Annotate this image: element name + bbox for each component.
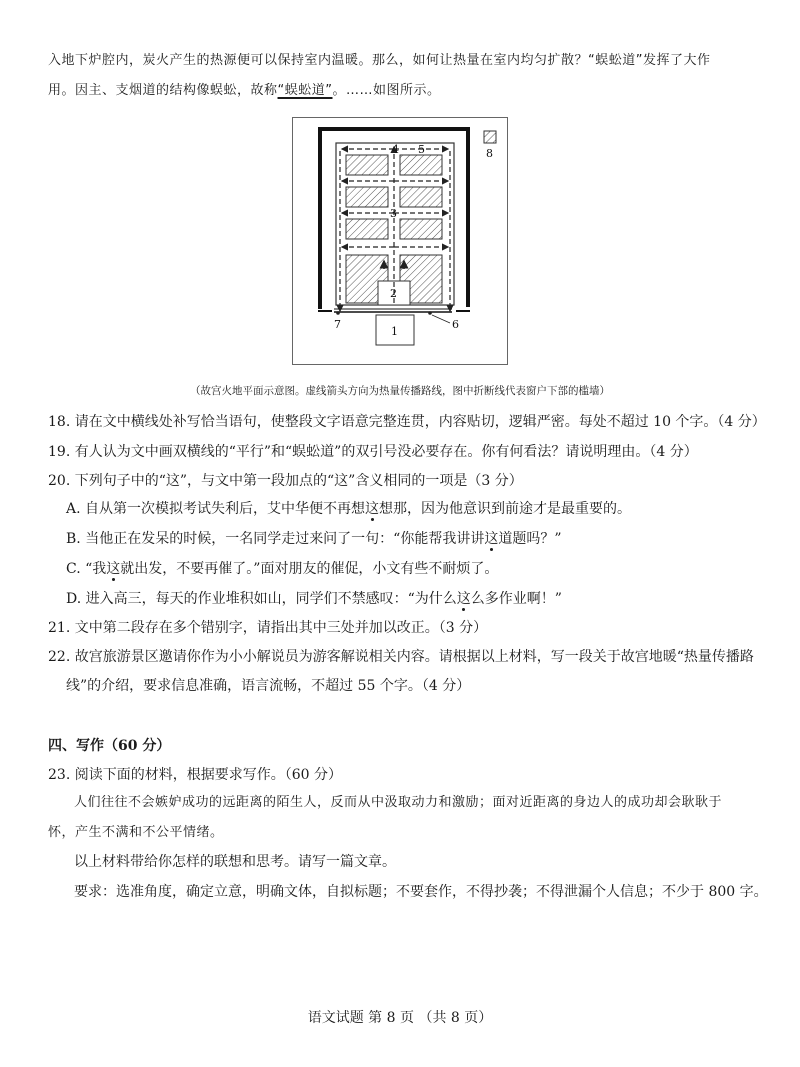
dotted-char: 这 [365,501,380,517]
label-8: 8 [486,147,493,160]
label-3: 3 [390,207,397,220]
floor-heating-diagram [292,117,508,365]
label-2: 2 [390,287,397,300]
passage-line-1: 入地下炉腔内，炭火产生的热源便可以保持室内温暖。那么，如何让热量在室内均匀扩散？“蜈蚣道”发挥了大作 [48,53,711,68]
passage-line-2-text: 用。因主、支烟道的结构像蜈蚣，故称 [48,83,278,98]
option-d [66,590,562,608]
writing-prompt: 以上材料带给你怎样的联想和思考。请写一篇文章。 [74,854,396,870]
question-23: 23. 阅读下面的材料，根据要求写作。（60 分） [48,767,342,783]
material-line-2: 怀，产生不满和不公平情绪。 [48,825,224,840]
heat-block [400,219,442,239]
option-d-tail: 么多作业啊！” [470,591,562,607]
passage-line-2-tail: 。……如图所示。 [332,83,441,98]
dotted-char: 这 [456,591,471,607]
option-b-text: B. 当他正在发呆的时候，一名同学走过来问了一句：“你能帮我讲讲 [66,531,485,547]
passage-line-2 [48,82,441,100]
option-c [66,560,498,578]
heat-block [400,187,442,207]
material-line-1: 人们往往不会嫉妒成功的远距离的陌生人，反而从中汲取动力和激励；面对近距离的身边人的成功却会耿耿于 [74,795,723,810]
dotted-char: 这 [106,561,121,577]
option-b-tail: 道题吗？” [498,531,562,547]
option-c-text: C. “我 [66,561,107,577]
figure-caption: （故宫火地平面示意图。虚线箭头方向为热量传播路线，图中折断线代表窗户下部的槛墙） [190,385,610,397]
option-c-tail: 就出发，不要再催了。”面对朋友的催促，小文有些不耐烦了。 [120,561,499,577]
option-d-text: D. 进入高三，每天的作业堆积如山，同学们不禁感叹：“为什么 [66,591,457,607]
option-a-tail: 想那，因为他意识到前途才是最重要的。 [379,501,632,517]
heat-block [346,219,388,239]
page-footer: 语文试题 第 8 页 （共 8 页） [307,1010,493,1026]
legend-swatch [484,131,496,143]
option-a-text: A. 自从第一次模拟考试失利后，艾中华便不再想 [66,501,366,517]
label-1: 1 [391,325,398,338]
heat-block [400,155,442,175]
heat-block [346,155,388,175]
option-a [66,500,631,518]
question-22-line-1: 22. 故宫旅游景区邀请你作为小小解说员为游客解说相关内容。请根据以上材料，写一段关于故宫地暖“热量传播路 [48,649,754,665]
label-4: 4 [392,143,399,156]
heat-block [346,187,388,207]
section-heading-writing: 四、写作（60 分） [48,738,171,754]
question-20: 20. 下列句子中的“这”，与文中第一段加点的“这”含义相同的一项是（3 分） [48,473,523,489]
dotted-char: 这 [484,531,499,547]
question-22-line-2: 线”的介绍，要求信息准确，语言流畅，不超过 55 个字。（4 分） [66,678,471,694]
option-b [66,530,562,548]
writing-requirements: 要求：选准角度，确定立意，明确文体，自拟标题；不要套作，不得抄袭；不得泄漏个人信息；不少于 800 字。 [74,884,768,900]
question-19: 19. 有人认为文中画双横线的“平行”和“蜈蚣道”的双引号没必要存在。你有何看法？请说明理由。（4 分） [48,444,698,460]
label-5: 5 [418,143,425,156]
question-18: 18. 请在文中横线处补写恰当语句，使整段文字语意完整连贯，内容贴切，逻辑严密。每处不超过 10 个字。（4 分） [48,414,766,430]
question-21: 21. 文中第二段存在多个错别字，请指出其中三处并加以改正。（3 分） [48,620,488,636]
blank-answer-line: “蜈蚣道” [277,83,333,98]
label-6: 6 [452,318,459,331]
label-7: 7 [334,318,341,331]
